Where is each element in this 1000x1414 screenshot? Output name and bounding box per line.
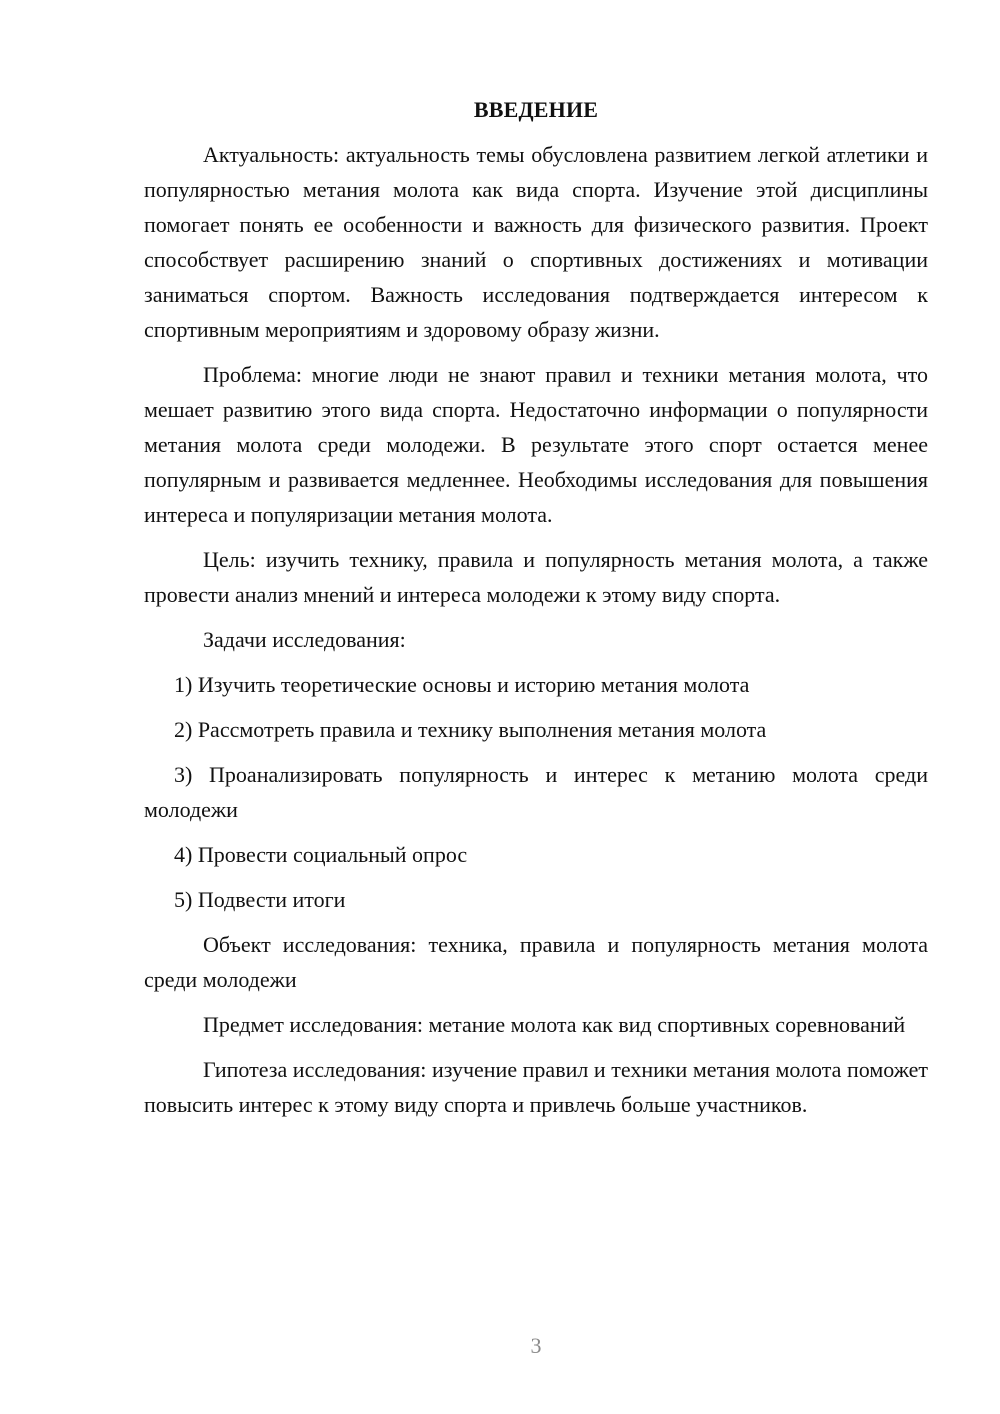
task-item-1: 1) Изучить теоретические основы и историю метания молота	[174, 672, 750, 697]
task-item-4: 4) Провести социальный опрос	[174, 842, 468, 867]
hypothesis-paragraph: Гипотеза исследования: изучение правил и техники метания молота поможет повысить интерес к этому виду спорта и привлечь больше участников.	[144, 1057, 928, 1117]
section-title: ВВЕДЕНИЕ	[473, 97, 599, 122]
object-paragraph: Объект исследования: техника, правила и популярность метания молота среди молодежи	[144, 932, 928, 992]
task-item-5: 5) Подвести итоги	[174, 887, 346, 912]
page-number: 3	[530, 1333, 542, 1358]
page-content	[144, 92, 928, 1132]
relevance-paragraph: Актуальность: актуальность темы обусловлена развитием легкой атлетики и популярностью метания молота как вида спорта. Изучение этой дисциплины помогает понять ее особенности и важность для физического развития. Проект способствует расширению знаний о спортивных достижениях и мотивации заниматься спортом. Важность исследования подтверждается интересом к спортивным мероприятиям и здоровому образу жизни.	[144, 142, 928, 342]
task-item-2: 2) Рассмотреть правила и технику выполнения метания молота	[174, 717, 767, 742]
problem-paragraph: Проблема: многие люди не знают правил и техники метания молота, что мешает развитию этого вида спорта. Недостаточно информации о популярности метания молота среди молодежи. В результате этого спорт остается менее популярным и развивается медленнее. Необходимы исследования для повышения интереса и популяризации метания молота.	[144, 362, 928, 527]
tasks-heading: Задачи исследования:	[203, 627, 406, 652]
task-item-3: 3) Проанализировать популярность и интерес к метанию молота среди молодежи	[144, 762, 928, 822]
subject-paragraph: Предмет исследования: метание молота как вид спортивных соревнований	[203, 1012, 906, 1037]
goal-paragraph: Цель: изучить технику, правила и популярность метания молота, а также провести анализ мнений и интереса молодежи к этому виду спорта.	[144, 547, 928, 607]
